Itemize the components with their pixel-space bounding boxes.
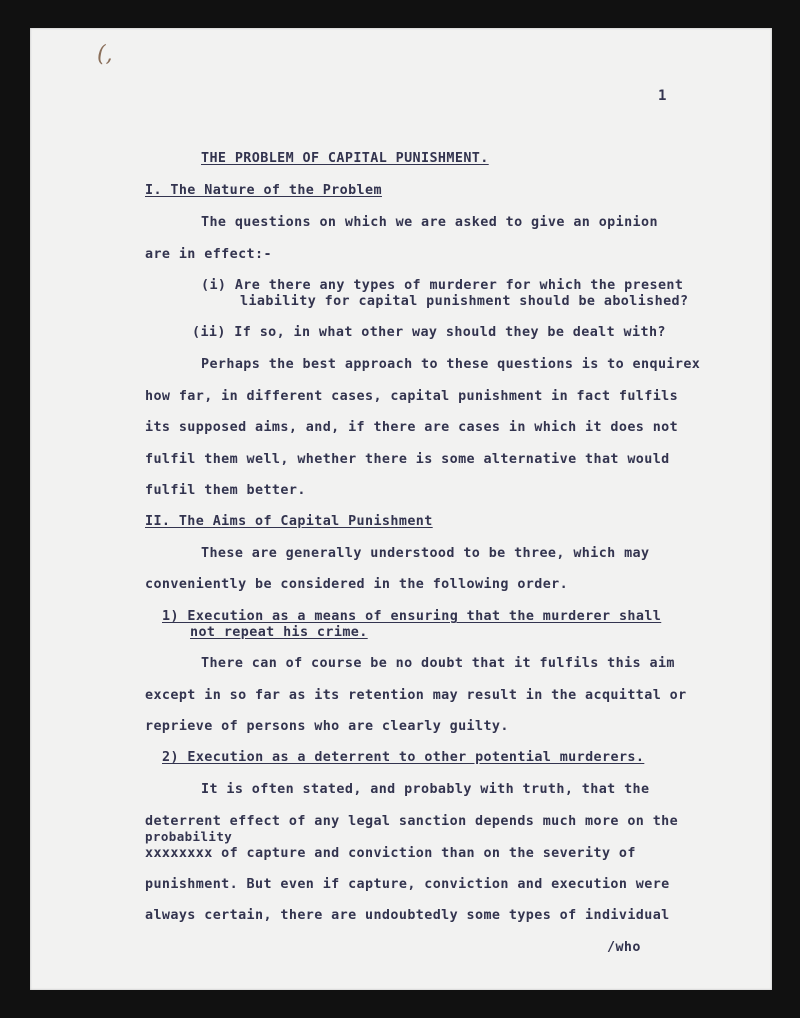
body-line: fulfil them better. xyxy=(145,483,306,498)
body-line: It is often stated, and probably with truth, that the xyxy=(201,782,650,797)
body-line: always certain, there are undoubtedly some types of individual xyxy=(145,908,670,923)
body-line: punishment. But even if capture, conviction and execution were xyxy=(145,877,670,892)
body-line: There can of course be no doubt that it fulfils this aim xyxy=(201,656,675,671)
aim-1-heading-cont: not repeat his crime. xyxy=(190,625,368,640)
body-line: except in so far as its retention may result in the acquittal or xyxy=(145,688,687,703)
question-i: (i) Are there any types of murderer for which the present xyxy=(201,278,684,293)
body-line: These are generally understood to be three, which may xyxy=(201,546,650,561)
aim-1-heading: 1) Execution as a means of ensuring that the murderer shall xyxy=(162,609,662,624)
pencil-margin-mark: (, xyxy=(97,42,113,67)
page-number: 1 xyxy=(658,88,667,104)
body-line: Perhaps the best approach to these questions is to enquirex xyxy=(201,357,701,372)
body-line: its supposed aims, and, if there are cases in which it does not xyxy=(145,420,679,435)
question-i-cont: liability for capital punishment should be abolished? xyxy=(240,294,689,309)
section-heading-aims: II. The Aims of Capital Punishment xyxy=(145,514,433,529)
interlinear-insertion: probability xyxy=(145,829,233,844)
question-ii: (ii) If so, in what other way should they be dealt with? xyxy=(192,325,666,340)
aim-2-heading: 2) Execution as a deterrent to other potential murderers. xyxy=(162,750,645,765)
body-line: reprieve of persons who are clearly guilty. xyxy=(145,719,509,734)
body-line: are in effect:- xyxy=(145,247,272,262)
catchword: /who xyxy=(607,940,641,955)
document-title: THE PROBLEM OF CAPITAL PUNISHMENT. xyxy=(201,151,489,166)
body-line: how far, in different cases, capital punishment in fact fulfils xyxy=(145,389,679,404)
body-line: xxxxxxxx of capture and conviction than on the severity of xyxy=(145,846,636,861)
section-heading-nature: I. The Nature of the Problem xyxy=(145,183,382,198)
body-line: conveniently be considered in the following order. xyxy=(145,577,569,592)
body-line: The questions on which we are asked to give an opinion xyxy=(201,215,658,230)
body-line: fulfil them well, whether there is some alternative that would xyxy=(145,452,670,467)
body-line: deterrent effect of any legal sanction depends much more on the xyxy=(145,814,679,829)
